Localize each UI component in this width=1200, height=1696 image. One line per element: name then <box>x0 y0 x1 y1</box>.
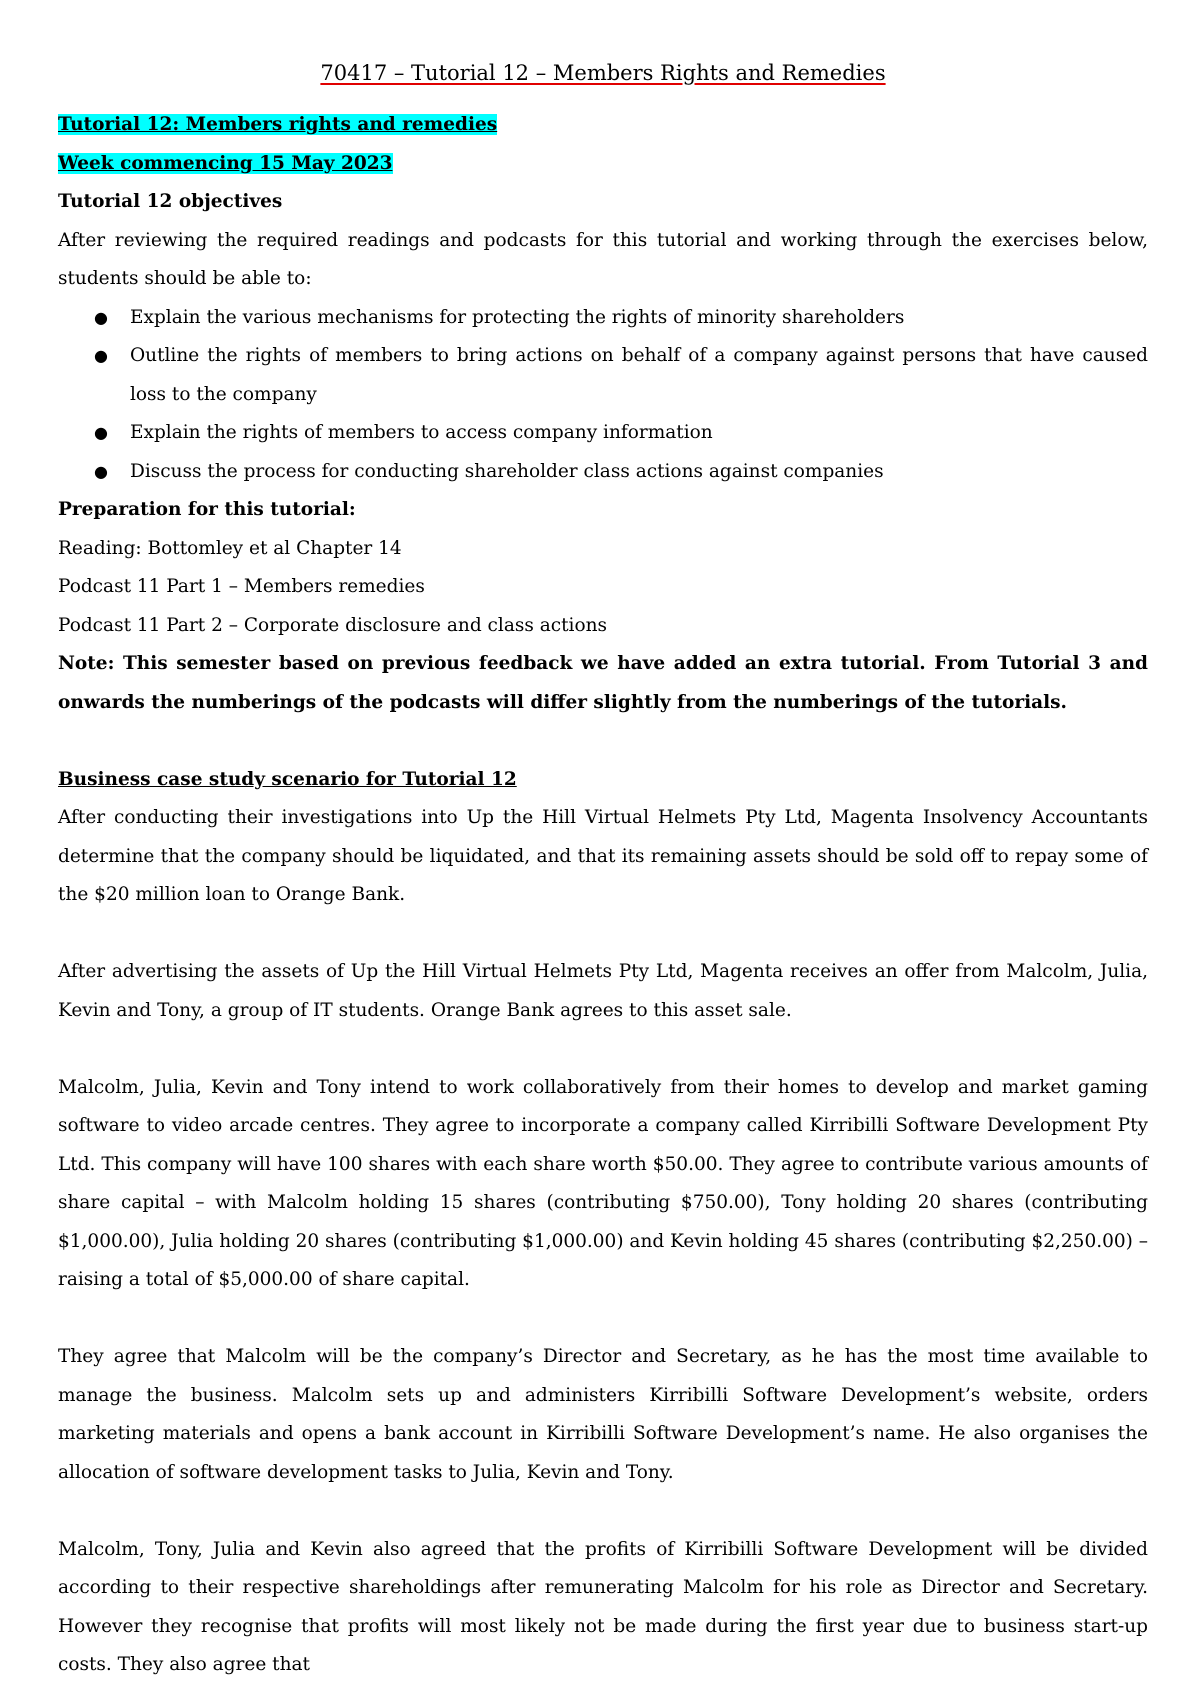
tutorial-heading: Tutorial 12: Members rights and remedies <box>58 114 498 135</box>
case-study-heading: Business case study scenario for Tutorial 12 <box>58 768 517 790</box>
case-paragraph-1: After conducting their investigations into Up the Hill Virtual Helmets Pty Ltd, Magenta Insolvency Accountants determine that the company should be liquidated, and that its remaining assets should be sold off to repay some of the $20 million loan to Orange Bank. <box>58 807 1148 905</box>
bullet-icon: ● <box>94 346 108 365</box>
case-paragraph-4: They agree that Malcolm will be the company’s Director and Secretary, as he has the most time available to manage the business. Malcolm sets up and administers Kirribilli Software Development’s website, orders marketing materials and opens a bank account in Kirribilli Software Development’s name. He also organises the allocation of software development tasks to Julia, Kevin and Tony. <box>58 1346 1148 1483</box>
list-item: ● Outline the rights of members to bring actions on behalf of a company against persons that have caused loss to the company <box>130 337 1148 414</box>
prep-item-podcast-1: Podcast 11 Part 1 – Members remedies <box>58 576 425 597</box>
case-paragraph-3: Malcolm, Julia, Kevin and Tony intend to work collaboratively from their homes to develop and market gaming software to video arcade centres. They agree to incorporate a company called Kirribilli Software Development Pty Ltd. This company will have 100 shares with each share worth $50.00. They agree to contribute various amounts of share capital – with Malcolm holding 15 shares (contributing $750.00), Tony holding 20 shares (contributing $1,000.00), Julia holding 20 shares (contributing $1,000.00) and Kevin holding 45 shares (contributing $2,250.00) – raising a total of $5,000.00 of share capital. <box>58 1076 1148 1290</box>
note-paragraph: Note: This semester based on previous feedback we have added an extra tutorial. From Tutorial 3 and onwards the numberings of the podcasts will differ slightly from the numberings of the tutorials. <box>58 653 1148 713</box>
page-title: 70417 – Tutorial 12 – Members Rights and Remedies <box>320 61 886 85</box>
spacer <box>58 1492 1148 1531</box>
spacer <box>58 722 1148 761</box>
case-paragraph-5: Malcolm, Tony, Julia and Kevin also agreed that the profits of Kirribilli Software Development will be divided according to their respective shareholdings after remunerating Malcolm for his role as Director and Secretary. However they recognise that profits will most likely not be made during the first year due to business start-up costs. They also agree that <box>58 1538 1148 1675</box>
week-heading: Week commencing 15 May 2023 <box>58 152 393 174</box>
objectives-heading: Tutorial 12 objectives <box>58 191 283 212</box>
list-item: ● Explain the rights of members to access company information <box>130 414 1148 453</box>
prep-item-reading: Reading: Bottomley et al Chapter 14 <box>58 537 402 559</box>
spacer <box>58 1300 1148 1339</box>
bullet-icon: ● <box>94 461 108 481</box>
objectives-list <box>58 299 1148 492</box>
list-item: ● Explain the various mechanisms for protecting the rights of minority shareholders <box>130 299 1148 338</box>
preparation-heading: Preparation for this tutorial: <box>58 499 356 520</box>
objectives-intro: After reviewing the required readings and podcasts for this tutorial and working through the exercises below, students should be able to: <box>58 229 1148 289</box>
spacer <box>58 915 1148 954</box>
prep-item-podcast-2: Podcast 11 Part 2 – Corporate disclosure and class actions <box>58 614 608 636</box>
case-paragraph-2: After advertising the assets of Up the Hill Virtual Helmets Pty Ltd, Magenta receives an offer from Malcolm, Julia, Kevin and Tony, a group of IT students. Orange Bank agrees to this asset sale. <box>58 961 1148 1021</box>
bullet-icon: ● <box>94 307 108 327</box>
spacer <box>58 1030 1148 1069</box>
list-item: ● Discuss the process for conducting shareholder class actions against companies <box>130 453 1148 492</box>
bullet-icon: ● <box>94 423 108 442</box>
